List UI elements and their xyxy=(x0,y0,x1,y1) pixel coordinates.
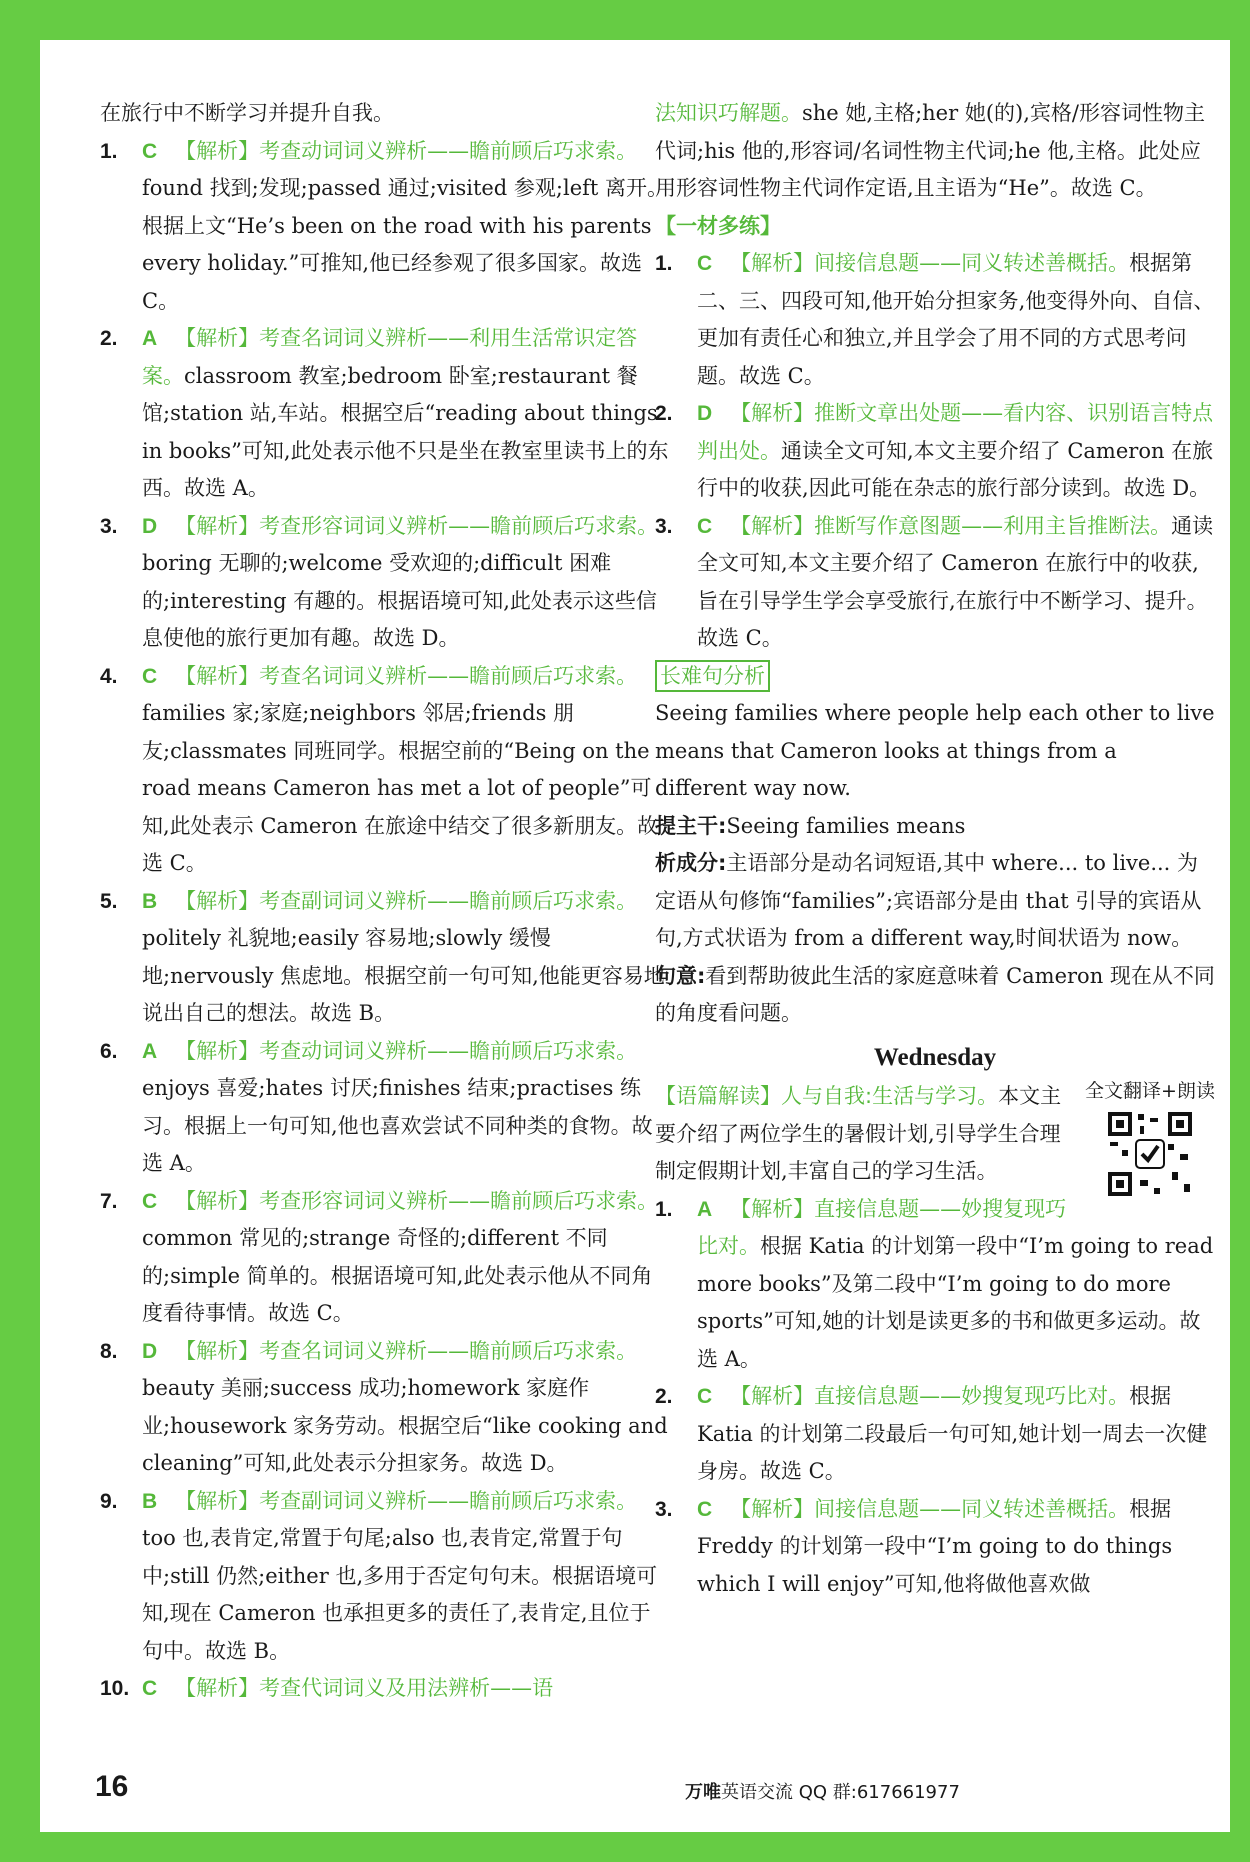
answer-letter: C xyxy=(142,1677,158,1700)
page xyxy=(40,40,1230,1832)
answer-letter: A xyxy=(142,327,158,350)
answer-letter: A xyxy=(142,1039,158,1063)
meaning-label: 句意: xyxy=(655,963,706,988)
item-number: 2. xyxy=(655,402,673,425)
left-item-7 xyxy=(100,1183,670,1333)
right-item-2 xyxy=(655,395,1215,508)
explanation: 通读全文可知,本文主要介绍了 Cameron 在旅行中的收获,因此可能在杂志的旅行部分读到。故选 D。 xyxy=(697,438,1214,500)
continued-explanation: she 她,主格;her 她(的),宾格/形容词性物主代词;his 他的,形容词/名词性物主代词;he 他,主格。此处应用形容词性物主代词作定语,且主语为“He”。故选 C。 xyxy=(655,101,1205,200)
right-border xyxy=(1230,0,1250,1862)
analysis-text: 主语部分是动名词短语,其中 where... to live... 为定语从句修饰“families”;宾语部分是由 that 引导的宾语从句,方式状语为 from a different way,时间状语为 now。 xyxy=(655,851,1202,950)
meaning-text: 看到帮助彼此生活的家庭意味着 Cameron 现在从不同的角度看问题。 xyxy=(655,963,1215,1025)
right-column xyxy=(655,95,1215,1603)
answer-letter: C xyxy=(697,252,713,275)
left-item-6 xyxy=(100,1033,670,1183)
analysis-tag: 【解析】间接信息题——同义转述善概括。 xyxy=(730,251,1130,275)
trunk-text: Seeing families means xyxy=(726,813,966,838)
analysis-tag: 【解析】考查名词词义辨析——瞻前顾后巧求索。 xyxy=(175,1338,638,1363)
analysis-tag: 【解析】直接信息题——妙搜复现巧比对。 xyxy=(697,1196,1067,1258)
right-item-1 xyxy=(655,245,1215,395)
item-number: 1. xyxy=(100,139,118,163)
wed-item-1 xyxy=(655,1191,1215,1379)
analysis-tag: 【解析】推断写作意图题——利用主旨推断法。 xyxy=(730,513,1172,538)
answer-letter: C xyxy=(142,664,158,688)
left-item-4 xyxy=(100,658,670,883)
explanation: too 也,表肯定,常置于句尾;also 也,表肯定,常置于句中;still 仍然;either 也,多用于否定句句末。根据语境可知,现在 Cameron 也承担更多的责任了,表肯定,且位于句中。故选 B。 xyxy=(142,1526,658,1663)
explanation: found 找到;发现;passed 通过;visited 参观;left 离开。根据上文“He’s been on the road with his parents every holiday.”可推知,他已经参观了很多国家。故选 C。 xyxy=(142,176,669,313)
meaning-line xyxy=(655,958,1215,1033)
page-number: 16 xyxy=(95,1770,129,1803)
footer-text: 英语交流 QQ 群:617661977 xyxy=(721,1782,960,1803)
long-sentence-heading xyxy=(655,658,1215,696)
section-title-wednesday: Wednesday xyxy=(873,1043,997,1071)
answer-letter: B xyxy=(142,1489,158,1513)
answer-letter: C xyxy=(697,514,713,538)
item-number: 2. xyxy=(655,1385,673,1408)
reading-tag: 【语篇解读】人与自我:生活与学习。 xyxy=(655,1084,999,1108)
item-number: 5. xyxy=(100,889,118,913)
qr-code-icon[interactable] xyxy=(1106,1110,1194,1198)
answer-letter: D xyxy=(142,514,158,538)
trunk-label: 提主干: xyxy=(655,813,727,838)
explanation: boring 无聊的;welcome 受欢迎的;difficult 困难的;interesting 有趣的。根据语境可知,此处表示这些信息使他的旅行更加有趣。故选 D。 xyxy=(142,551,657,650)
explanation: beauty 美丽;success 成功;homework 家庭作业;housework 家务劳动。根据空后“like cooking and cleaning”可知,此处表示分担家务。故选 D。 xyxy=(142,1376,668,1475)
wed-item-3 xyxy=(655,1491,1215,1604)
analysis-tag: 【解析】间接信息题——同义转述善概括。 xyxy=(730,1496,1130,1521)
analysis-label: 析成分: xyxy=(655,851,727,875)
explanation: 通读全文可知,本文主要介绍了 Cameron 在旅行中的收获,旨在引导学生学会享受旅行,在旅行中不断学习、提升。故选 C。 xyxy=(697,513,1214,650)
right-item-3 xyxy=(655,508,1215,658)
qr-label: 全文翻译+朗读 xyxy=(1085,1080,1215,1102)
item-number: 8. xyxy=(100,1339,118,1363)
left-item-5 xyxy=(100,883,670,1033)
item-number: 3. xyxy=(655,514,673,538)
left-item-10 xyxy=(100,1670,670,1708)
explanation: 根据第二、三、四段可知,他开始分担家务,他变得外向、自信、更加有责任心和独立,并且学会了用不同的方式思考问题。故选 C。 xyxy=(697,251,1215,388)
reading-text: 本文主要介绍了两位学生的暑假计划,引导学生合理制定假期计划,丰富自己的学习生活。 xyxy=(655,1084,1062,1183)
explanation: common 常见的;strange 奇怪的;different 不同的;simple 简单的。根据语境可知,此处表示他从不同角度看待事情。故选 C。 xyxy=(142,1226,653,1325)
analysis-tag: 【解析】考查形容词词义辨析——瞻前顾后巧求索。 xyxy=(175,513,659,538)
section-heading-yicai: 【一材多练】 xyxy=(655,213,781,238)
answer-letter: C xyxy=(697,1497,713,1521)
analysis-line xyxy=(655,845,1215,958)
left-item-2 xyxy=(100,320,670,508)
analysis-tag: 【解析】考查名词词义辨析——利用生活常识定答案。 xyxy=(142,326,638,388)
long-sentence-label: 长难句分析 xyxy=(655,660,770,692)
analysis-tag: 【解析】考查代词词义及用法辨析——语 xyxy=(175,1676,554,1700)
answer-letter: B xyxy=(142,889,158,913)
wed-item-2 xyxy=(655,1378,1215,1491)
analysis-tag: 【解析】考查动词词义辨析——瞻前顾后巧求索。 xyxy=(175,138,638,163)
item-number: 10. xyxy=(100,1677,130,1700)
item-number: 6. xyxy=(100,1039,118,1063)
answer-letter: C xyxy=(142,1189,158,1213)
left-item-3 xyxy=(100,508,670,658)
analysis-tag: 【解析】直接信息题——妙搜复现巧比对。 xyxy=(730,1384,1130,1408)
item-number: 1. xyxy=(655,252,673,275)
answer-letter: D xyxy=(697,402,713,425)
item-number: 7. xyxy=(100,1189,118,1213)
item-number: 9. xyxy=(100,1489,118,1513)
continued-text xyxy=(655,95,1215,208)
left-intro: 在旅行中不断学习并提升自我。 xyxy=(100,101,394,125)
continued-tag: 法知识巧解题。 xyxy=(655,101,802,125)
answer-letter: A xyxy=(697,1197,713,1221)
answer-letter: D xyxy=(142,1339,158,1363)
left-column xyxy=(100,95,670,1708)
explanation: enjoys 喜爱;hates 讨厌;finishes 结束;practises 练习。根据上一句可知,他也喜欢尝试不同种类的食物。故选 A。 xyxy=(142,1076,653,1175)
top-border xyxy=(0,0,1250,40)
item-number: 3. xyxy=(655,1497,673,1521)
explanation: politely 礼貌地;easily 容易地;slowly 缓慢地;nervously 焦虑地。根据空前一句可知,他能更容易地说出自己的想法。故选 B。 xyxy=(142,926,665,1025)
trunk-line xyxy=(655,808,1215,846)
item-number: 2. xyxy=(100,327,118,350)
item-number: 4. xyxy=(100,664,118,688)
left-border xyxy=(0,0,40,1862)
explanation: classroom 教室;bedroom 卧室;restaurant 餐馆;station 站,车站。根据空后“reading about things in books”可知,此处表示他不只是坐在教室里读书上的东西。故选 A。 xyxy=(142,363,669,500)
analysis-tag: 【解析】推断文章出处题——看内容、识别语言特点判出处。 xyxy=(697,401,1214,463)
item-number: 1. xyxy=(655,1197,673,1221)
analysis-tag: 【解析】考查副词词义辨析——瞻前顾后巧求索。 xyxy=(175,1488,638,1513)
left-item-8 xyxy=(100,1333,670,1483)
footer-brand: 万唯 xyxy=(685,1782,721,1803)
long-sentence: Seeing families where people help each other to live means that Cameron looks at things from a different way now. xyxy=(655,701,1215,800)
explanation: 根据 Freddy 的计划第一段中“I’m going to do things which I will enjoy”可知,他将做他喜欢做 xyxy=(697,1496,1173,1596)
bottom-border xyxy=(0,1832,1250,1862)
footer xyxy=(685,1778,960,1804)
explanation: families 家;家庭;neighbors 邻居;friends 朋友;classmates 同班同学。根据空前的“Being on the road means Cameron has met a lot of people”可知,此处表示 Cameron 在旅途中结交了很多新朋友。故选 C。 xyxy=(142,701,659,875)
reading-block xyxy=(655,1078,1215,1191)
analysis-tag: 【解析】考查名词词义辨析——瞻前顾后巧求索。 xyxy=(175,663,638,688)
answer-letter: C xyxy=(697,1385,713,1408)
item-number: 3. xyxy=(100,514,118,538)
analysis-tag: 【解析】考查副词词义辨析——瞻前顾后巧求索。 xyxy=(175,888,638,913)
qr-block[interactable] xyxy=(1085,1078,1215,1198)
answer-letter: C xyxy=(142,139,158,163)
explanation: 根据 Katia 的计划第二段最后一句可知,她计划一周去一次健身房。故选 C。 xyxy=(697,1384,1208,1483)
left-item-1 xyxy=(100,133,670,321)
left-item-9 xyxy=(100,1483,670,1671)
analysis-tag: 【解析】考查形容词词义辨析——瞻前顾后巧求索。 xyxy=(175,1188,659,1213)
analysis-tag: 【解析】考查动词词义辨析——瞻前顾后巧求索。 xyxy=(175,1038,638,1063)
explanation: 根据 Katia 的计划第一段中“I’m going to read more books”及第二段中“I’m going to do more sports”可知,她的计划是读更多的书和做更多运动。故选 A。 xyxy=(697,1234,1214,1371)
